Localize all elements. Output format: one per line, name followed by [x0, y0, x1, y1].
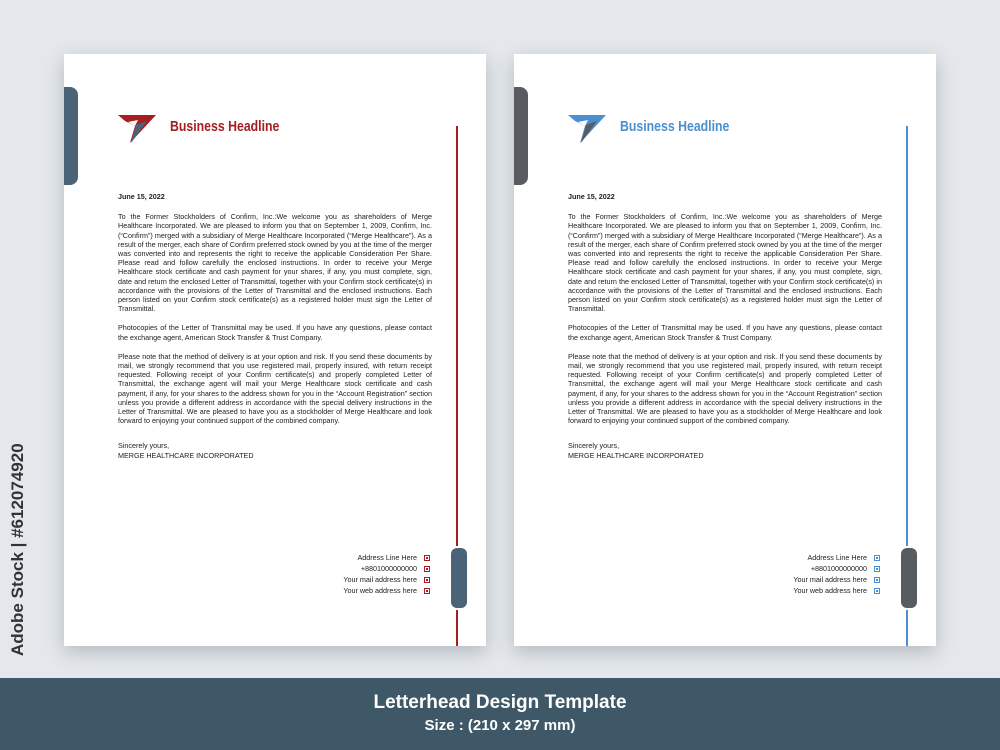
stock-id-label: Adobe Stock | #612074920 [8, 443, 27, 656]
letter-paragraph: Photocopies of the Letter of Transmittal may be used. If you have any questions, please contact the exchange agent, American Stock Transfer & Trust Company. [568, 323, 882, 342]
contact-phone: +8801000000000 [343, 563, 430, 574]
letter-signature: MERGE HEALTHCARE INCORPORATED [568, 450, 704, 460]
side-tab [514, 87, 528, 185]
triangle-v-logo-icon [566, 112, 608, 146]
accent-pill [899, 546, 919, 610]
contact-block [793, 552, 880, 596]
letter-signoff [118, 441, 432, 459]
letter-date: June 15, 2022 [118, 192, 165, 201]
side-tab [64, 87, 78, 185]
letter-paragraph: Photocopies of the Letter of Transmittal may be used. If you have any questions, please contact the exchange agent, American Stock Transfer & Trust Company. [118, 323, 432, 342]
footer-title: Letterhead Design Template [373, 692, 627, 713]
footer-size: Size : (210 x 297 mm) [424, 717, 576, 734]
letter-signoff [568, 441, 882, 459]
letter-paragraph: To the Former Stockholders of Confirm, Inc.:We welcome you as shareholders of Merge Healthcare Incorporated. We are pleased to inform you that on September 1, 2009, Confirm, Inc. (“Confirm”) merged with a subsidiary of Merge Healthcare Incorporated (“Merge Healthcare”). As a result of the merger, each share of Confirm preferred stock owned by you at the time of the merger was converted into and represents the right to receive the applicable Consideration Per Share. Please read and follow carefully the enclosed instructions. In order to receive your Merge Healthcare stock certificate and cash payment for your shares, if any, you must complete, sign, date and return the enclosed Letter of Transmittal, together with your Confirm stock certificate(s) in accordance with the provisions of the Letter of Transmittal and the enclosed instructions. Each person listed on your Confirm stock certificate(s) as a registered holder must sign the Letter of Transmittal. [118, 212, 432, 314]
letter-body [118, 192, 432, 460]
contact-phone: +8801000000000 [793, 563, 880, 574]
footer-bar [0, 678, 1000, 750]
contact-email: Your mail address here [343, 574, 430, 585]
accent-pill [449, 546, 469, 610]
letter-date: June 15, 2022 [568, 192, 615, 201]
contact-email: Your mail address here [793, 574, 880, 585]
contact-address: Address Line Here [343, 552, 430, 563]
location-icon [874, 555, 880, 561]
letter-signature: MERGE HEALTHCARE INCORPORATED [118, 450, 254, 460]
contact-web: Your web address here [343, 585, 430, 596]
location-icon [424, 555, 430, 561]
letterhead-page-red [64, 54, 486, 646]
letter-paragraph: Please note that the method of delivery is at your option and risk. If you send these documents by mail, we strongly recommend that you use registered mail, properly insured, with return receipt requested. Following receipt of your Confirm certificate(s) and properly completed Letter of Transmittal, the exchange agent will mail your Merge Healthcare stock certificate and cash payment, if any, for your shares to the address shown for you in the “Account Registration” section unless you provide a different address in accordance with the special delivery instructions in the Letter of Transmittal. We are pleased to have you as a stockholder of Merge Healthcare and look forward to enjoying your continued support of the combined company. [118, 351, 432, 426]
globe-icon [874, 588, 880, 594]
contact-web: Your web address here [793, 585, 880, 596]
contact-address: Address Line Here [793, 552, 880, 563]
globe-icon [424, 588, 430, 594]
phone-icon [424, 566, 430, 572]
letter-paragraph: Please note that the method of delivery is at your option and risk. If you send these documents by mail, we strongly recommend that you use registered mail, properly insured, with return receipt requested. Following receipt of your Confirm certificate(s) and properly completed Letter of Transmittal, the exchange agent will mail your Merge Healthcare stock certificate and cash payment, if any, for your shares to the address shown for you in the “Account Registration” section unless you provide a different address in accordance with the special delivery instructions in the Letter of Transmittal. We are pleased to have you as a stockholder of Merge Healthcare and look forward to enjoying your continued support of the combined company. [568, 351, 882, 426]
mail-icon [874, 577, 880, 583]
business-headline: Business Headline [170, 118, 280, 135]
contact-block [343, 552, 430, 596]
business-headline: Business Headline [620, 118, 730, 135]
triangle-v-logo-icon [116, 112, 158, 146]
mail-icon [424, 577, 430, 583]
letter-closing: Sincerely yours, [118, 441, 170, 451]
letter-paragraph: To the Former Stockholders of Confirm, Inc.:We welcome you as shareholders of Merge Healthcare Incorporated. We are pleased to inform you that on September 1, 2009, Confirm, Inc. (“Confirm”) merged with a subsidiary of Merge Healthcare Incorporated (“Merge Healthcare”). As a result of the merger, each share of Confirm preferred stock owned by you at the time of the merger was converted into and represents the right to receive the applicable Consideration Per Share. Please read and follow carefully the enclosed instructions. In order to receive your Merge Healthcare stock certificate and cash payment for your shares, if any, you must complete, sign, date and return the enclosed Letter of Transmittal, together with your Confirm stock certificate(s) in accordance with the provisions of the Letter of Transmittal and the enclosed instructions. Each person listed on your Confirm stock certificate(s) as a registered holder must sign the Letter of Transmittal. [568, 212, 882, 314]
letterhead-page-blue [514, 54, 936, 646]
letter-body [568, 192, 882, 460]
phone-icon [874, 566, 880, 572]
letter-closing: Sincerely yours, [568, 441, 620, 451]
